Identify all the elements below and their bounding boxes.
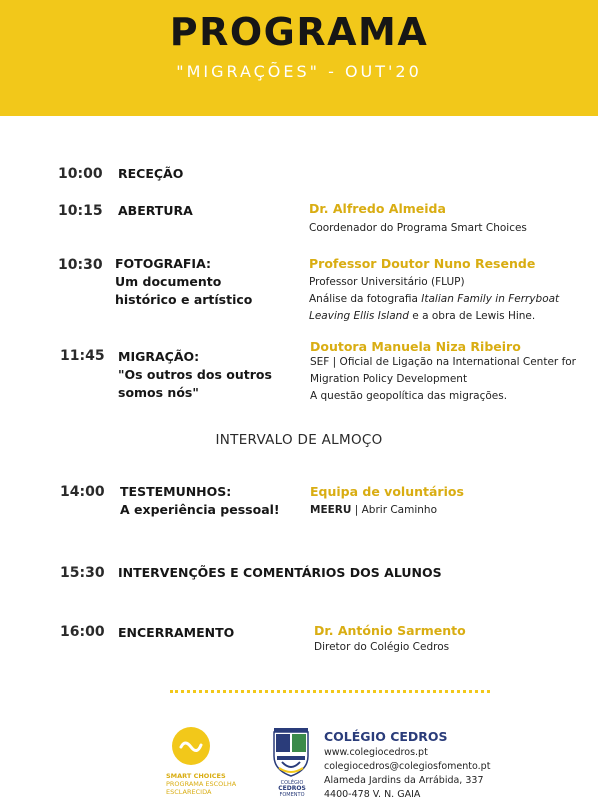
desc-line: A questão geopolítica das migrações. [310,390,508,402]
desc-line: SEF | Oficial de Ligação na International Center for [310,356,577,368]
school-crest-icon [270,726,312,778]
speaker-fotografia: Professor Doutor Nuno Resende [309,256,536,271]
item-label-line: histórico e artístico [115,292,253,307]
school-address-line: 4400-478 V. N. GAIA [324,789,421,800]
desc-line [309,291,559,308]
item-label-intervencoes: INTERVENÇÕES E COMENTÁRIOS DOS ALUNOS [118,565,442,580]
org-name: MEERU [310,504,352,516]
time-1000: 10:00 [58,166,103,182]
school-address-line: Alameda Jardins da Arrábida, 337 [324,775,484,786]
header-banner [0,0,598,116]
item-label-testemunhos [120,483,280,519]
time-1030: 10:30 [58,257,103,273]
crest-line: FOMENTO [279,792,305,798]
crest-line: COLÉGIO [280,780,304,786]
speaker-abertura: Dr. Alfredo Almeida [309,201,446,216]
smart-choices-name: SMART CHOICES [166,772,226,780]
school-website[interactable]: www.colegiocedros.pt [324,747,428,758]
page-title: PROGRAMA [169,10,429,54]
item-label-rececao: RECEÇÃO [118,166,184,181]
desc-line: Migration Policy Development [310,373,468,385]
smart-choices-tagline: ESCLARECIDA [166,788,212,796]
speaker-migracao: Doutora Manuela Niza Ribeiro [310,339,521,354]
dotted-divider [170,690,490,693]
desc-line: Professor Universitário (FLUP) [309,276,465,288]
item-label-line: somos nós" [118,385,199,400]
desc-line [309,308,559,325]
smart-choices-tagline: PROGRAMA ESCOLHA [166,780,237,788]
time-1145: 11:45 [60,348,105,364]
item-label-fotografia [115,255,252,309]
item-label-line: TESTEMUNHOS: [120,484,232,499]
school-name: COLÉGIO CEDROS [324,729,448,744]
crest-line: CEDROS [278,785,306,792]
time-1600: 16:00 [60,624,105,640]
page-subtitle: "MIGRAÇÕES" - OUT'20 [176,62,422,81]
desc-text: Análise da fotografia [309,293,422,305]
desc-encerramento: Diretor do Colégio Cedros [314,641,450,653]
desc-fotografia [309,274,559,325]
photo-title-cont: Leaving Ellis Island [309,310,409,322]
item-label-line: MIGRAÇÃO: [118,349,200,364]
item-label-abertura: ABERTURA [118,203,193,218]
item-label-line: Um documento [115,274,222,289]
time-1530: 15:30 [60,565,105,581]
speaker-encerramento: Dr. António Sarmento [314,623,466,638]
smart-choices-logo [172,727,210,765]
smart-choices-text [166,772,236,796]
desc-migracao [310,354,576,405]
school-email[interactable]: colegiocedros@colegiosfomento.pt [324,761,491,772]
item-label-line: "Os outros dos outros [118,367,272,382]
desc-text: e a obra de Lewis Hine. [408,310,536,322]
item-label-migracao [118,348,272,402]
crest-caption [272,780,312,798]
desc-abertura: Coordenador do Programa Smart Choices [309,222,527,234]
item-label-encerramento: ENCERRAMENTO [118,625,235,640]
desc-testemunhos [310,502,437,519]
time-1400: 14:00 [60,484,105,500]
smile-wave-icon [172,727,210,765]
desc-text: | Abrir Caminho [351,504,438,516]
item-label-line: A experiência pessoal! [120,502,280,517]
lunch-break-label: INTERVALO DE ALMOÇO [215,432,383,448]
speaker-testemunhos: Equipa de voluntários [310,484,464,499]
photo-title: Italian Family in Ferryboat [421,293,560,305]
item-label-line: FOTOGRAFIA: [115,256,211,271]
time-1015: 10:15 [58,203,103,219]
